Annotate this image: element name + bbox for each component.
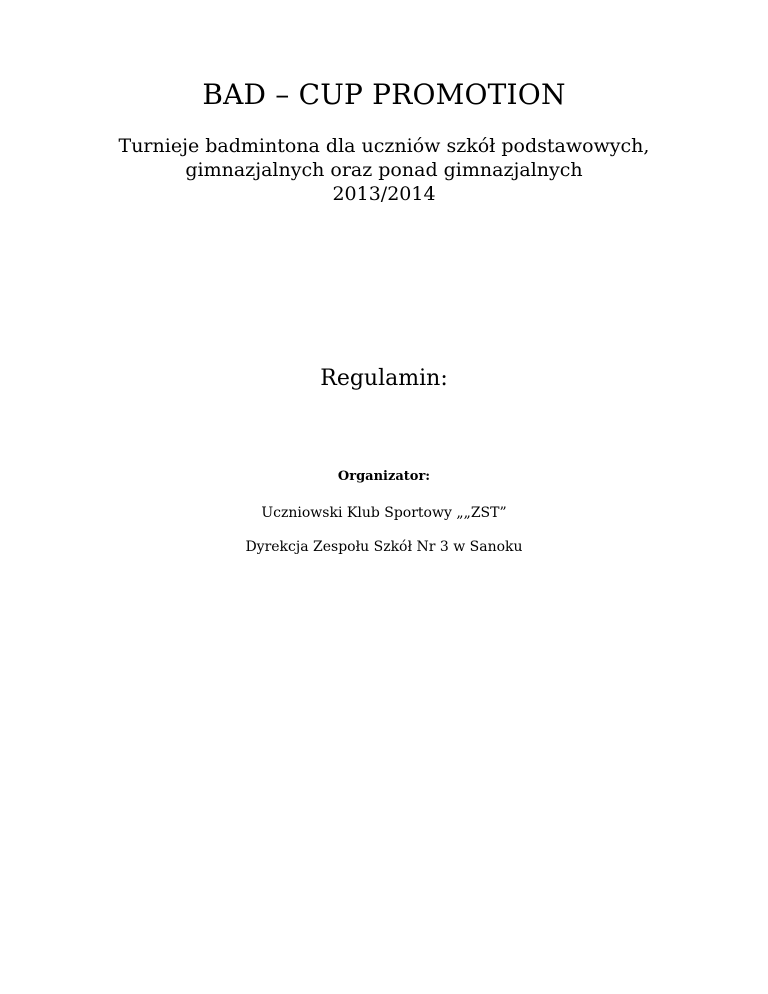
document-title: BAD – CUP PROMOTION xyxy=(202,78,566,111)
subtitle-line: gimnazjalnych oraz ponad gimnazjalnych xyxy=(185,159,583,181)
organizer-label: Organizator: xyxy=(337,469,431,484)
subtitle-year: 2013/2014 xyxy=(332,183,436,205)
organizer-club: Uczniowski Klub Sportowy „„ZST” xyxy=(261,505,507,521)
organizer-school: Dyrekcja Zespołu Szkół Nr 3 w Sanoku xyxy=(245,539,523,555)
section-heading-regulamin: Regulamin: xyxy=(320,366,448,391)
subtitle-line: Turnieje badmintona dla uczniów szkół podstawowych, xyxy=(118,135,650,157)
